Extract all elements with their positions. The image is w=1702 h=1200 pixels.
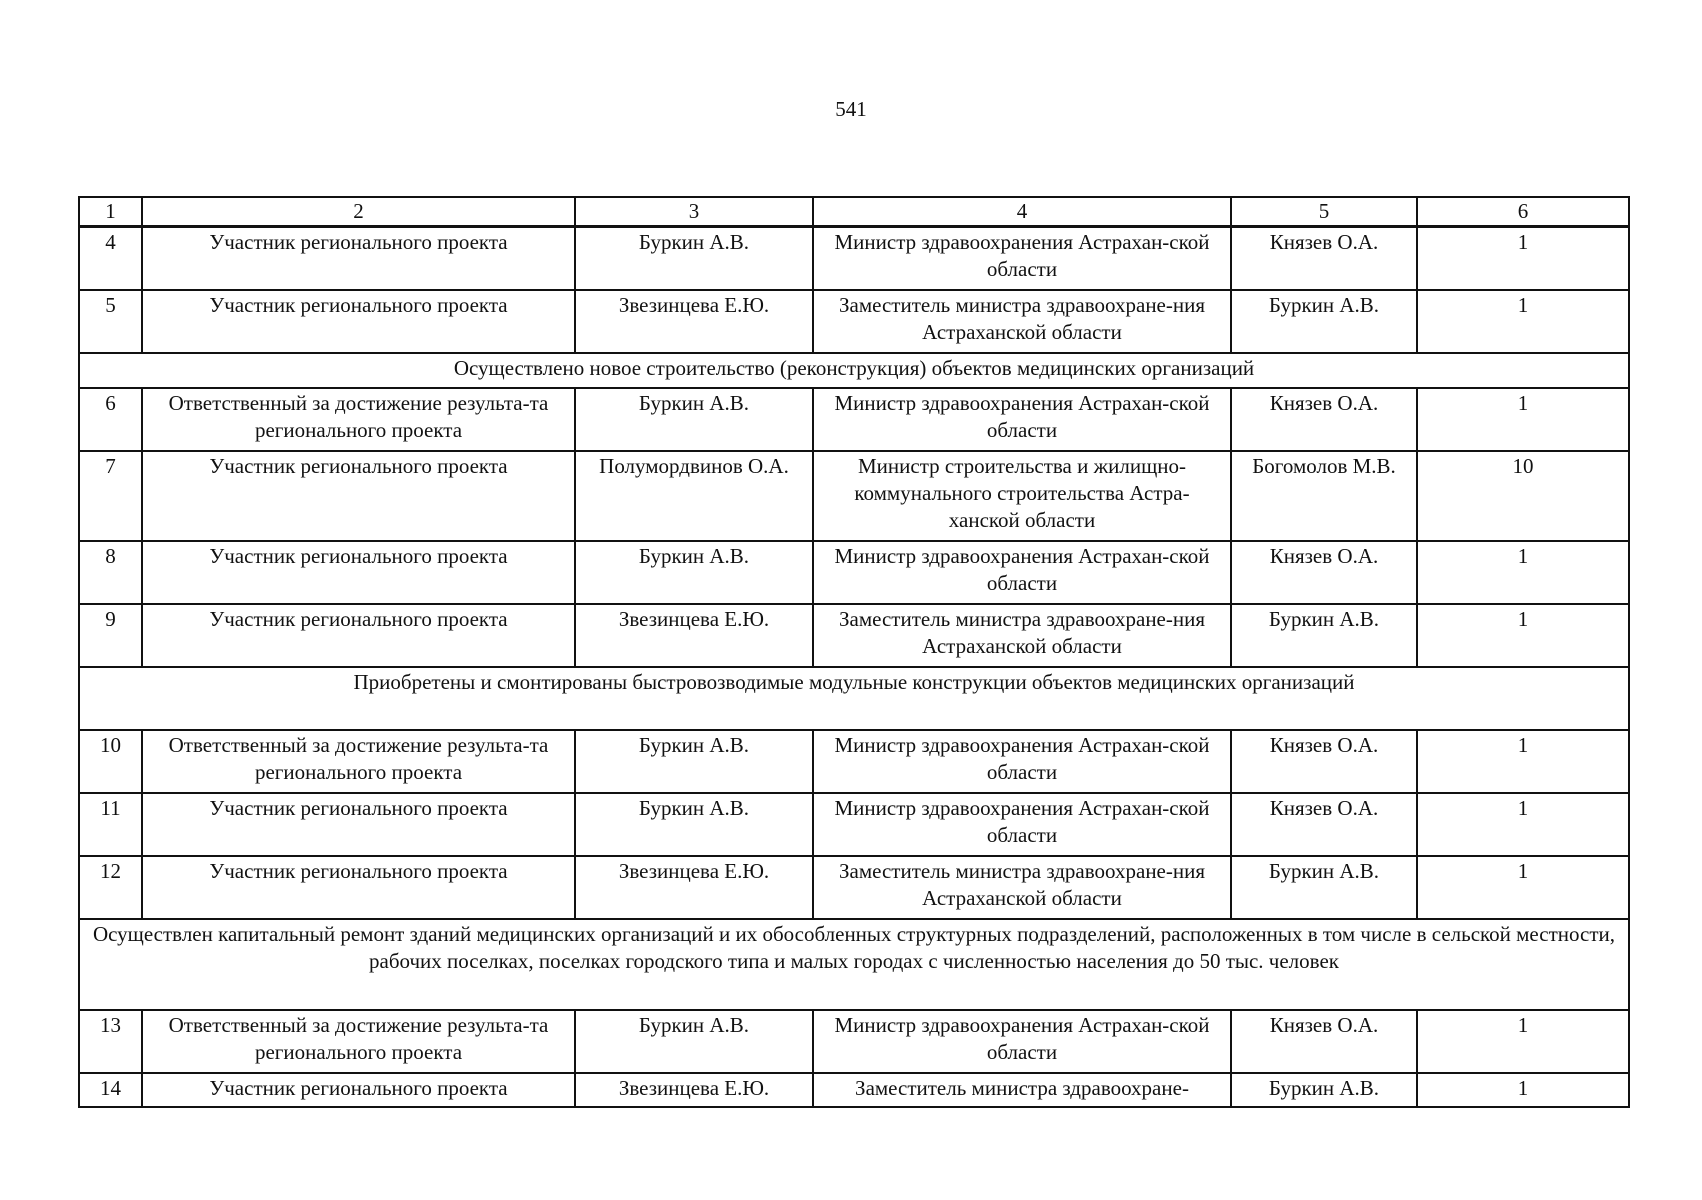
table-header-row bbox=[79, 197, 1629, 227]
cell-role: Участник регионального проекта bbox=[142, 290, 575, 353]
cell-position: Заместитель министра здравоохране-ния Астраханской области bbox=[813, 856, 1231, 919]
cell-workload: 1 bbox=[1417, 604, 1629, 667]
cell-position: Заместитель министра здравоохране- bbox=[813, 1073, 1231, 1107]
cell-row-number: 12 bbox=[79, 856, 142, 919]
cell-supervisor: Богомолов М.В. bbox=[1231, 451, 1417, 541]
cell-supervisor: Буркин А.В. bbox=[1231, 1073, 1417, 1107]
cell-supervisor: Князев О.А. bbox=[1231, 227, 1417, 290]
table-row bbox=[79, 793, 1629, 856]
table-row bbox=[79, 1073, 1629, 1107]
table-row bbox=[79, 1010, 1629, 1073]
table-body bbox=[79, 197, 1629, 1107]
cell-supervisor: Князев О.А. bbox=[1231, 1010, 1417, 1073]
cell-row-number: 8 bbox=[79, 541, 142, 604]
cell-workload: 1 bbox=[1417, 793, 1629, 856]
cell-role: Участник регионального проекта bbox=[142, 856, 575, 919]
cell-row-number: 4 bbox=[79, 227, 142, 290]
cell-row-number: 6 bbox=[79, 388, 142, 451]
section-row bbox=[79, 919, 1629, 1010]
table-row bbox=[79, 541, 1629, 604]
cell-supervisor: Буркин А.В. bbox=[1231, 856, 1417, 919]
page-number: 541 bbox=[835, 97, 867, 121]
cell-position: Министр здравоохранения Астрахан-ской области bbox=[813, 1010, 1231, 1073]
table-row bbox=[79, 227, 1629, 290]
cell-row-number: 7 bbox=[79, 451, 142, 541]
cell-supervisor: Князев О.А. bbox=[1231, 793, 1417, 856]
cell-workload: 1 bbox=[1417, 1010, 1629, 1073]
cell-responsible-person: Полумордвинов О.А. bbox=[575, 451, 813, 541]
table-row bbox=[79, 451, 1629, 541]
cell-responsible-person: Буркин А.В. bbox=[575, 388, 813, 451]
cell-row-number: 11 bbox=[79, 793, 142, 856]
cell-workload: 1 bbox=[1417, 730, 1629, 793]
cell-position: Министр строительства и жилищно-коммунального строительства Астра-ханской области bbox=[813, 451, 1231, 541]
cell-responsible-person: Звезинцева Е.Ю. bbox=[575, 856, 813, 919]
header-cell-col-1: 1 bbox=[79, 197, 142, 227]
cell-responsible-person: Буркин А.В. bbox=[575, 793, 813, 856]
cell-role: Участник регионального проекта bbox=[142, 793, 575, 856]
cell-position: Министр здравоохранения Астрахан-ской области bbox=[813, 541, 1231, 604]
cell-workload: 1 bbox=[1417, 290, 1629, 353]
cell-workload: 1 bbox=[1417, 856, 1629, 919]
header-cell-col-4: 4 bbox=[813, 197, 1231, 227]
table-row bbox=[79, 856, 1629, 919]
cell-supervisor: Князев О.А. bbox=[1231, 541, 1417, 604]
cell-workload: 1 bbox=[1417, 541, 1629, 604]
cell-role: Участник регионального проекта bbox=[142, 451, 575, 541]
cell-row-number: 10 bbox=[79, 730, 142, 793]
table-row bbox=[79, 388, 1629, 451]
section-row bbox=[79, 353, 1629, 388]
cell-position: Заместитель министра здравоохране-ния Астраханской области bbox=[813, 290, 1231, 353]
section-row bbox=[79, 667, 1629, 730]
cell-responsible-person: Буркин А.В. bbox=[575, 730, 813, 793]
header-cell-col-6: 6 bbox=[1417, 197, 1629, 227]
header-cell-col-3: 3 bbox=[575, 197, 813, 227]
cell-row-number: 9 bbox=[79, 604, 142, 667]
cell-position: Министр здравоохранения Астрахан-ской области bbox=[813, 227, 1231, 290]
cell-workload: 1 bbox=[1417, 1073, 1629, 1107]
section-title: Приобретены и смонтированы быстровозводимые модульные конструкции объектов медицинских организаций bbox=[79, 667, 1629, 730]
cell-role: Участник регионального проекта bbox=[142, 1073, 575, 1107]
table-row bbox=[79, 290, 1629, 353]
cell-supervisor: Князев О.А. bbox=[1231, 730, 1417, 793]
cell-role: Ответственный за достижение результа-та регионального проекта bbox=[142, 1010, 575, 1073]
cell-position: Министр здравоохранения Астрахан-ской области bbox=[813, 793, 1231, 856]
section-title: Осуществлен капитальный ремонт зданий медицинских организаций и их обособленных структурных подразделений, расположенных в том числе в сельской местности, рабочих поселках, поселках городского типа и малых городах с численностью населения до 50 тыс. человек bbox=[79, 919, 1629, 1010]
cell-role: Участник регионального проекта bbox=[142, 604, 575, 667]
cell-row-number: 13 bbox=[79, 1010, 142, 1073]
header-cell-col-2: 2 bbox=[142, 197, 575, 227]
cell-responsible-person: Звезинцева Е.Ю. bbox=[575, 1073, 813, 1107]
cell-supervisor: Князев О.А. bbox=[1231, 388, 1417, 451]
cell-row-number: 14 bbox=[79, 1073, 142, 1107]
cell-position: Министр здравоохранения Астрахан-ской области bbox=[813, 388, 1231, 451]
cell-supervisor: Буркин А.В. bbox=[1231, 290, 1417, 353]
table-row bbox=[79, 730, 1629, 793]
responsibility-table bbox=[78, 196, 1630, 1108]
cell-role: Участник регионального проекта bbox=[142, 541, 575, 604]
cell-responsible-person: Буркин А.В. bbox=[575, 1010, 813, 1073]
cell-position: Министр здравоохранения Астрахан-ской области bbox=[813, 730, 1231, 793]
cell-workload: 1 bbox=[1417, 227, 1629, 290]
cell-supervisor: Буркин А.В. bbox=[1231, 604, 1417, 667]
cell-row-number: 5 bbox=[79, 290, 142, 353]
cell-position: Заместитель министра здравоохране-ния Астраханской области bbox=[813, 604, 1231, 667]
section-title: Осуществлено новое строительство (реконструкция) объектов медицинских организаций bbox=[79, 353, 1629, 388]
cell-role: Участник регионального проекта bbox=[142, 227, 575, 290]
cell-responsible-person: Звезинцева Е.Ю. bbox=[575, 290, 813, 353]
cell-role: Ответственный за достижение результа-та регионального проекта bbox=[142, 730, 575, 793]
cell-workload: 1 bbox=[1417, 388, 1629, 451]
cell-role: Ответственный за достижение результа-та регионального проекта bbox=[142, 388, 575, 451]
cell-workload: 10 bbox=[1417, 451, 1629, 541]
table-row bbox=[79, 604, 1629, 667]
cell-responsible-person: Звезинцева Е.Ю. bbox=[575, 604, 813, 667]
cell-responsible-person: Буркин А.В. bbox=[575, 541, 813, 604]
header-cell-col-5: 5 bbox=[1231, 197, 1417, 227]
cell-responsible-person: Буркин А.В. bbox=[575, 227, 813, 290]
